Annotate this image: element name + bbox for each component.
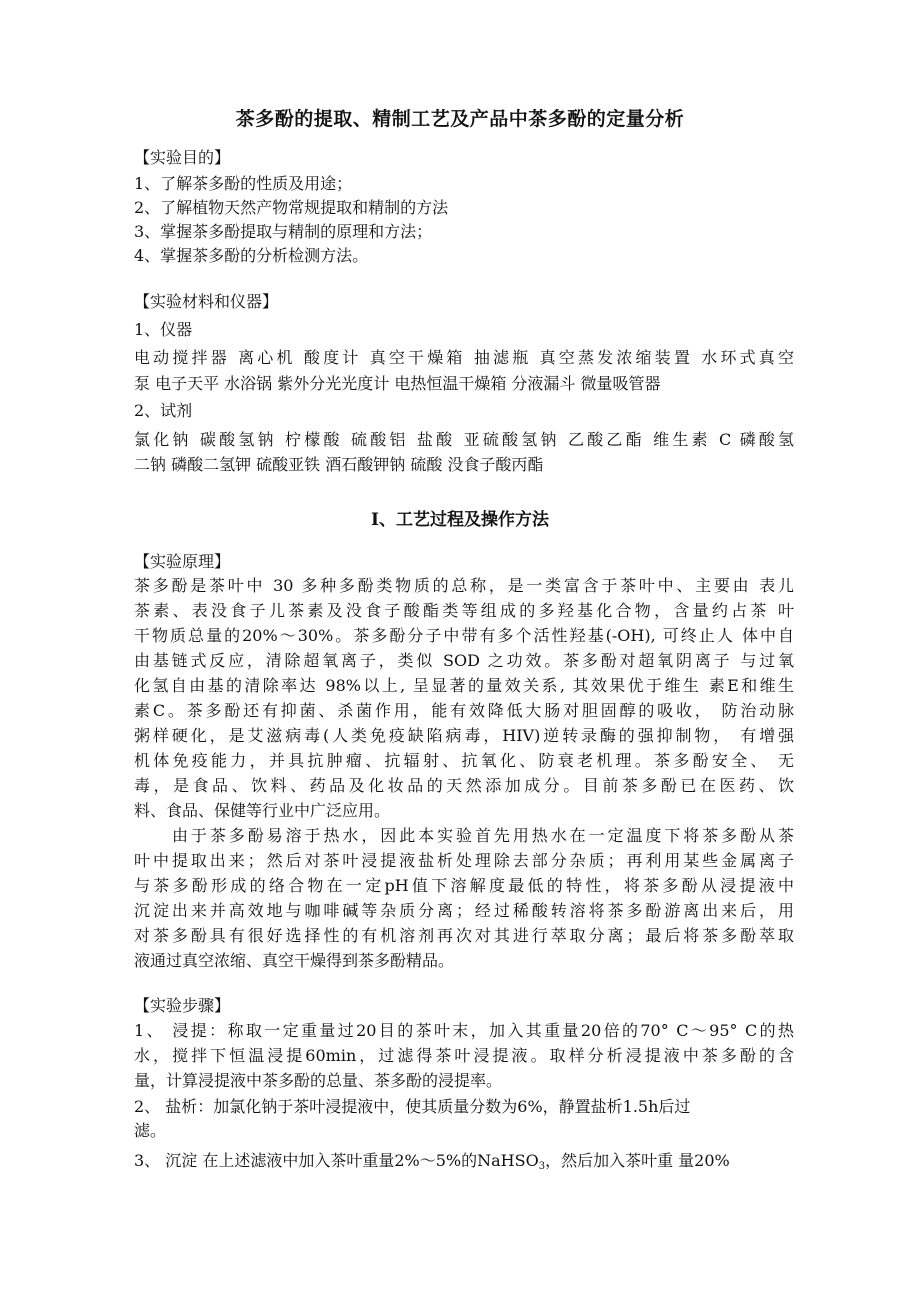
section-title: I、工艺过程及操作方法 xyxy=(371,510,549,530)
principle-line: 粥样硬化，是艾滋病毒(人类免疫缺陷病毒，HIV)逆转录酶的强抑制物， 有增强 xyxy=(134,726,794,745)
reagents-line: 二钠 磷酸二氢钾 硫酸亚铁 酒石酸钾钠 硫酸 没食子酸丙酯 xyxy=(134,455,544,474)
principle-line: 化氢自由基的清除率达 98%以上, 呈显著的量效关系, 其效果优于维生 素E和维生 xyxy=(134,676,794,695)
principle-line: 由基链式反应，清除超氧离子，类似 SOD 之功效。茶多酚对超氧阴离子 与过氧 xyxy=(134,651,794,670)
step-line: 水，搅拌下恒温浸提60min，过滤得茶叶浸提液。取样分析浸提液中茶多酚的含 xyxy=(134,1046,794,1065)
principle-line: 毒，是食品、饮料、药品及化妆品的天然添加成分。目前茶多酚已在医药、饮 xyxy=(134,776,794,795)
principle-line: 素C。茶多酚还有抑菌、杀菌作用，能有效降低大肠对胆固醇的吸收， 防治动脉 xyxy=(134,701,794,720)
steps-heading: 【实验步骤】 xyxy=(134,996,231,1015)
step-line: 量，计算浸提液中茶多酚的总量、茶多酚的浸提率。 xyxy=(134,1071,503,1090)
materials-heading: 【实验材料和仪器】 xyxy=(134,292,279,311)
step3-text-before: 3、 沉淀 在上述滤液中加入茶叶重量2%～5%的NaHSO xyxy=(134,1151,539,1170)
principle-line: 沉淀出来并高效地与咖啡碱等杂质分离；经过稀酸转溶将茶多酚游离出来后，用 xyxy=(134,901,794,920)
principle-line: 茶素、表没食子儿茶素及没食子酸酯类等组成的多羟基化合物，含量约占茶 叶 xyxy=(134,601,794,620)
purpose-heading: 【实验目的】 xyxy=(134,148,231,167)
step-line: 1、 浸提：称取一定重量过20目的茶叶末，加入其重量20倍的70° C～95° C的热 xyxy=(134,1021,794,1040)
principle-line: 由于茶多酚易溶于热水，因此本实验首先用热水在一定温度下将茶多酚从茶 xyxy=(172,826,794,845)
document-title: 茶多酚的提取、精制工艺及产品中茶多酚的定量分析 xyxy=(235,108,685,130)
step-line: 滤。 xyxy=(134,1121,167,1140)
principle-line: 对茶多酚具有很好选择性的有机溶剂再次对其进行萃取分离；最后将茶多酚萃取 xyxy=(134,926,794,945)
instruments-heading: 1、仪器 xyxy=(134,320,193,339)
step3-text-after: ，然后加入茶叶重 量20% xyxy=(545,1151,730,1170)
step-line: 2、 盐析：加氯化钠于茶叶浸提液中，使其质量分数为6%，静置盐析1.5h后过 xyxy=(134,1097,691,1116)
step-line-3 xyxy=(134,1150,794,1172)
principle-line: 叶中提取出来；然后对茶叶浸提液盐析处理除去部分杂质；再利用某些金属离子 xyxy=(134,851,794,870)
purpose-item: 3、掌握茶多酚提取与精制的原理和方法； xyxy=(134,222,433,241)
principle-line: 茶多酚是茶叶中 30 多种多酚类物质的总称，是一类富含于茶叶中、主要由 表儿 xyxy=(134,576,794,595)
step3-subscript: 3 xyxy=(538,1161,546,1172)
principle-line: 料、食品、保健等行业中广泛应用。 xyxy=(134,801,391,820)
principle-line: 干物质总量的20%～30%。茶多酚分子中带有多个活性羟基(-OH), 可终止人 体中自 xyxy=(134,626,794,645)
purpose-item: 1、了解茶多酚的性质及用途； xyxy=(134,174,353,193)
purpose-item: 4、掌握茶多酚的分析检测方法。 xyxy=(134,246,369,265)
reagents-line: 氯化钠 碳酸氢钠 柠檬酸 硫酸铝 盐酸 亚硫酸氢钠 乙酸乙酯 维生素 C 磷酸氢 xyxy=(134,430,794,449)
principle-line: 机体免疫能力，并具抗肿瘤、抗辐射、抗氧化、防衰老机理。茶多酚安全、 无 xyxy=(134,751,794,770)
principle-heading: 【实验原理】 xyxy=(134,552,231,571)
principle-line: 液通过真空浓缩、真空干燥得到茶多酚精品。 xyxy=(134,951,455,970)
purpose-item: 2、了解植物天然产物常规提取和精制的方法 xyxy=(134,198,449,217)
instruments-line: 电动搅拌器 离心机 酸度计 真空干燥箱 抽滤瓶 真空蒸发浓缩装置 水环式真空 xyxy=(134,348,794,367)
reagents-heading: 2、试剂 xyxy=(134,401,193,420)
principle-line: 与茶多酚形成的络合物在一定pH值下溶解度最低的特性，将茶多酚从浸提液中 xyxy=(134,876,794,895)
instruments-line: 泵 电子天平 水浴锅 紫外分光光度计 电热恒温干燥箱 分液漏斗 微量吸管器 xyxy=(134,374,661,393)
